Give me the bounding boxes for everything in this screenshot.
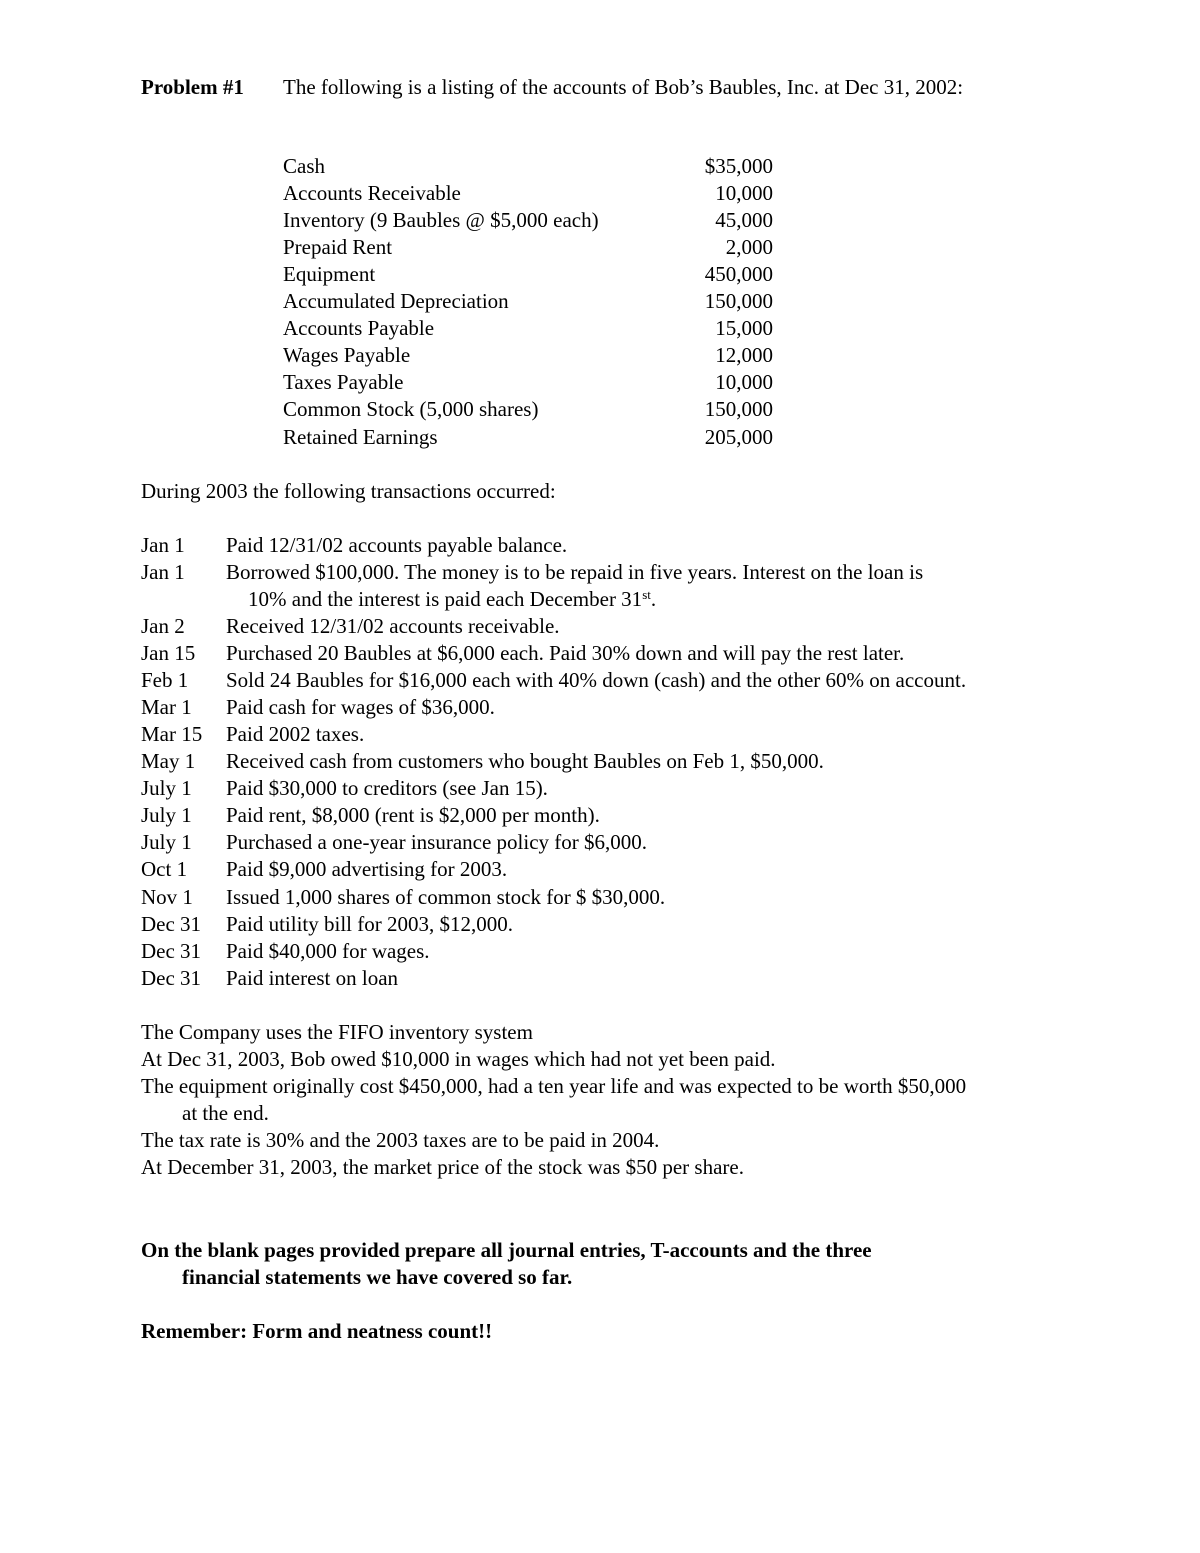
transaction-description: Paid 2002 taxes. — [226, 722, 365, 746]
account-amount: 10,000 — [715, 370, 773, 394]
account-row — [283, 288, 773, 315]
account-row — [283, 396, 773, 423]
account-amount: 45,000 — [715, 208, 773, 232]
account-row — [283, 342, 773, 369]
problem-intro: The following is a listing of the accounts of Bob’s Baubles, Inc. at Dec 31, 2002: — [283, 75, 964, 99]
account-amount: 450,000 — [704, 262, 773, 286]
account-name: Wages Payable — [283, 343, 411, 367]
account-name: Cash — [283, 154, 325, 178]
transaction-description: Purchased 20 Baubles at $6,000 each. Paid 30% down and will pay the rest later. — [226, 641, 905, 665]
note-line: At December 31, 2003, the market price of the stock was $50 per share. — [141, 1155, 744, 1179]
account-name: Common Stock (5,000 shares) — [283, 397, 539, 421]
ordinal-suffix: st — [642, 587, 651, 602]
instructions-line-continued: financial statements we have covered so far. — [182, 1265, 573, 1289]
account-row — [283, 207, 773, 234]
note-line: At Dec 31, 2003, Bob owed $10,000 in wages which had not yet been paid. — [141, 1047, 776, 1071]
reminder: Remember: Form and neatness count!! — [141, 1319, 493, 1343]
note-line: The Company uses the FIFO inventory system — [141, 1020, 533, 1044]
transaction-description: Paid $9,000 advertising for 2003. — [226, 857, 508, 881]
transaction-description: Paid interest on loan — [226, 966, 399, 990]
transaction-date: Mar 15 — [141, 722, 203, 746]
account-amount: 15,000 — [715, 316, 773, 340]
account-amount: 12,000 — [715, 343, 773, 367]
transaction-date: Jan 2 — [141, 614, 185, 638]
transaction-date: July 1 — [141, 776, 192, 800]
problem-label: Problem #1 — [141, 75, 244, 99]
transaction-date: July 1 — [141, 830, 192, 854]
note-line-continued: at the end. — [182, 1101, 269, 1125]
transaction-date: Feb 1 — [141, 668, 189, 692]
account-name: Accumulated Depreciation — [283, 289, 509, 313]
transaction-date: Jan 1 — [141, 560, 185, 584]
account-row — [283, 261, 773, 288]
transaction-description: Paid cash for wages of $36,000. — [226, 695, 495, 719]
transaction-description: Purchased a one-year insurance policy for $6,000. — [226, 830, 648, 854]
account-amount: 10,000 — [715, 181, 773, 205]
account-amount: 2,000 — [725, 235, 773, 259]
transaction-description-continued — [248, 586, 656, 613]
transaction-description: Received cash from customers who bought Baubles on Feb 1, $50,000. — [226, 749, 824, 773]
transaction-date: Mar 1 — [141, 695, 192, 719]
transaction-description: Issued 1,000 shares of common stock for $ $30,000. — [226, 885, 666, 909]
transaction-description: Paid $30,000 to creditors (see Jan 15). — [226, 776, 548, 800]
account-name: Retained Earnings — [283, 425, 438, 449]
transactions-intro: During 2003 the following transactions occurred: — [141, 479, 556, 503]
transaction-date: Dec 31 — [141, 912, 202, 936]
transaction-date: Oct 1 — [141, 857, 188, 881]
transaction-description: Paid rent, $8,000 (rent is $2,000 per month). — [226, 803, 600, 827]
transaction-description: Paid utility bill for 2003, $12,000. — [226, 912, 513, 936]
note-line: The tax rate is 30% and the 2003 taxes are to be paid in 2004. — [141, 1128, 660, 1152]
account-amount: 150,000 — [704, 397, 773, 421]
note-line: The equipment originally cost $450,000, had a ten year life and was expected to be worth $50,000 — [141, 1074, 967, 1098]
account-row — [283, 424, 773, 451]
account-row — [283, 369, 773, 396]
transaction-description: Sold 24 Baubles for $16,000 each with 40% down (cash) and the other 60% on account. — [226, 668, 967, 692]
transaction-description: Borrowed $100,000. The money is to be repaid in five years. Interest on the loan is — [226, 560, 924, 584]
account-amount: 205,000 — [704, 425, 773, 449]
account-row — [283, 234, 773, 261]
instructions-line: On the blank pages provided prepare all journal entries, T-accounts and the three — [141, 1238, 872, 1262]
account-row — [283, 180, 773, 207]
account-name: Taxes Payable — [283, 370, 404, 394]
transaction-date: Nov 1 — [141, 885, 193, 909]
transaction-date: Dec 31 — [141, 939, 202, 963]
transaction-date: Jan 15 — [141, 641, 196, 665]
transaction-date: July 1 — [141, 803, 192, 827]
transaction-continued-text: 10% and the interest is paid each December 31 — [248, 587, 643, 611]
transaction-date: Dec 31 — [141, 966, 202, 990]
account-amount: $35,000 — [704, 154, 773, 178]
transaction-description: Paid 12/31/02 accounts payable balance. — [226, 533, 568, 557]
account-name: Inventory (9 Baubles @ $5,000 each) — [283, 208, 599, 232]
account-name: Accounts Receivable — [283, 181, 461, 205]
account-row — [283, 315, 773, 342]
account-amount: 150,000 — [704, 289, 773, 313]
transaction-date: May 1 — [141, 749, 196, 773]
transaction-date: Jan 1 — [141, 533, 185, 557]
transaction-description: Received 12/31/02 accounts receivable. — [226, 614, 560, 638]
account-name: Prepaid Rent — [283, 235, 393, 259]
transaction-continued-end: . — [650, 587, 657, 611]
account-name: Accounts Payable — [283, 316, 435, 340]
transaction-description: Paid $40,000 for wages. — [226, 939, 430, 963]
account-row — [283, 153, 773, 180]
account-name: Equipment — [283, 262, 376, 286]
